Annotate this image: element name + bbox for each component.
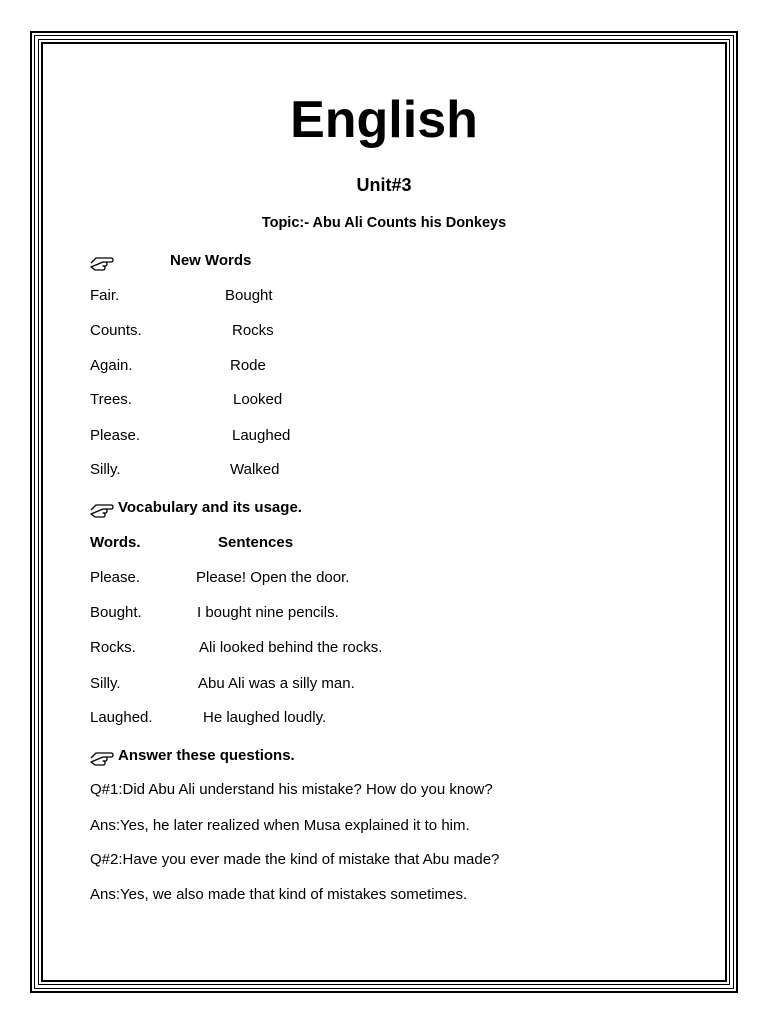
topic-heading: Topic:- Abu Ali Counts his Donkeys	[261, 215, 507, 231]
vocab-sentence: He laughed loudly.	[203, 709, 327, 726]
new-word-left: Trees.	[90, 391, 132, 408]
pointing-hand-icon	[90, 750, 114, 766]
vocab-word: Please.	[90, 569, 141, 586]
vocab-word: Bought.	[90, 604, 142, 621]
new-word-left: Counts.	[90, 322, 142, 339]
new-word-right: Rocks	[232, 322, 274, 339]
new-word-left: Again.	[90, 357, 133, 374]
page-title: English	[290, 91, 478, 149]
pointing-hand-icon	[90, 255, 114, 271]
answer-2: Ans:Yes, we also made that kind of mistakes sometimes.	[90, 886, 468, 903]
answer-1: Ans:Yes, he later realized when Musa explained it to him.	[90, 817, 470, 834]
vocabulary-heading: Vocabulary and its usage.	[118, 499, 302, 516]
column-header-sentences: Sentences	[218, 534, 294, 551]
vocab-word: Silly.	[90, 675, 121, 692]
pointing-hand-icon	[90, 502, 114, 518]
questions-heading: Answer these questions.	[118, 747, 295, 764]
vocab-word: Laughed.	[90, 709, 153, 726]
vocab-sentence: Abu Ali was a silly man.	[198, 675, 355, 692]
question-2: Q#2:Have you ever made the kind of mistake that Abu made?	[90, 851, 500, 868]
new-words-heading: New Words	[170, 252, 252, 269]
vocab-sentence: Please! Open the door.	[196, 569, 350, 586]
question-1: Q#1:Did Abu Ali understand his mistake? How do you know?	[90, 781, 493, 798]
column-header-words: Words.	[90, 534, 141, 551]
vocab-sentence: I bought nine pencils.	[197, 604, 339, 621]
vocab-sentence: Ali looked behind the rocks.	[199, 639, 383, 656]
new-word-left: Silly.	[90, 461, 121, 478]
new-word-right: Walked	[230, 461, 280, 478]
unit-heading: Unit#3	[356, 175, 412, 195]
new-word-right: Looked	[233, 391, 283, 408]
vocab-word: Rocks.	[90, 639, 136, 656]
new-word-left: Fair.	[90, 287, 120, 304]
new-word-right: Rode	[230, 357, 266, 374]
new-word-right: Bought	[225, 287, 273, 304]
new-word-right: Laughed	[232, 427, 291, 444]
new-word-left: Please.	[90, 427, 141, 444]
